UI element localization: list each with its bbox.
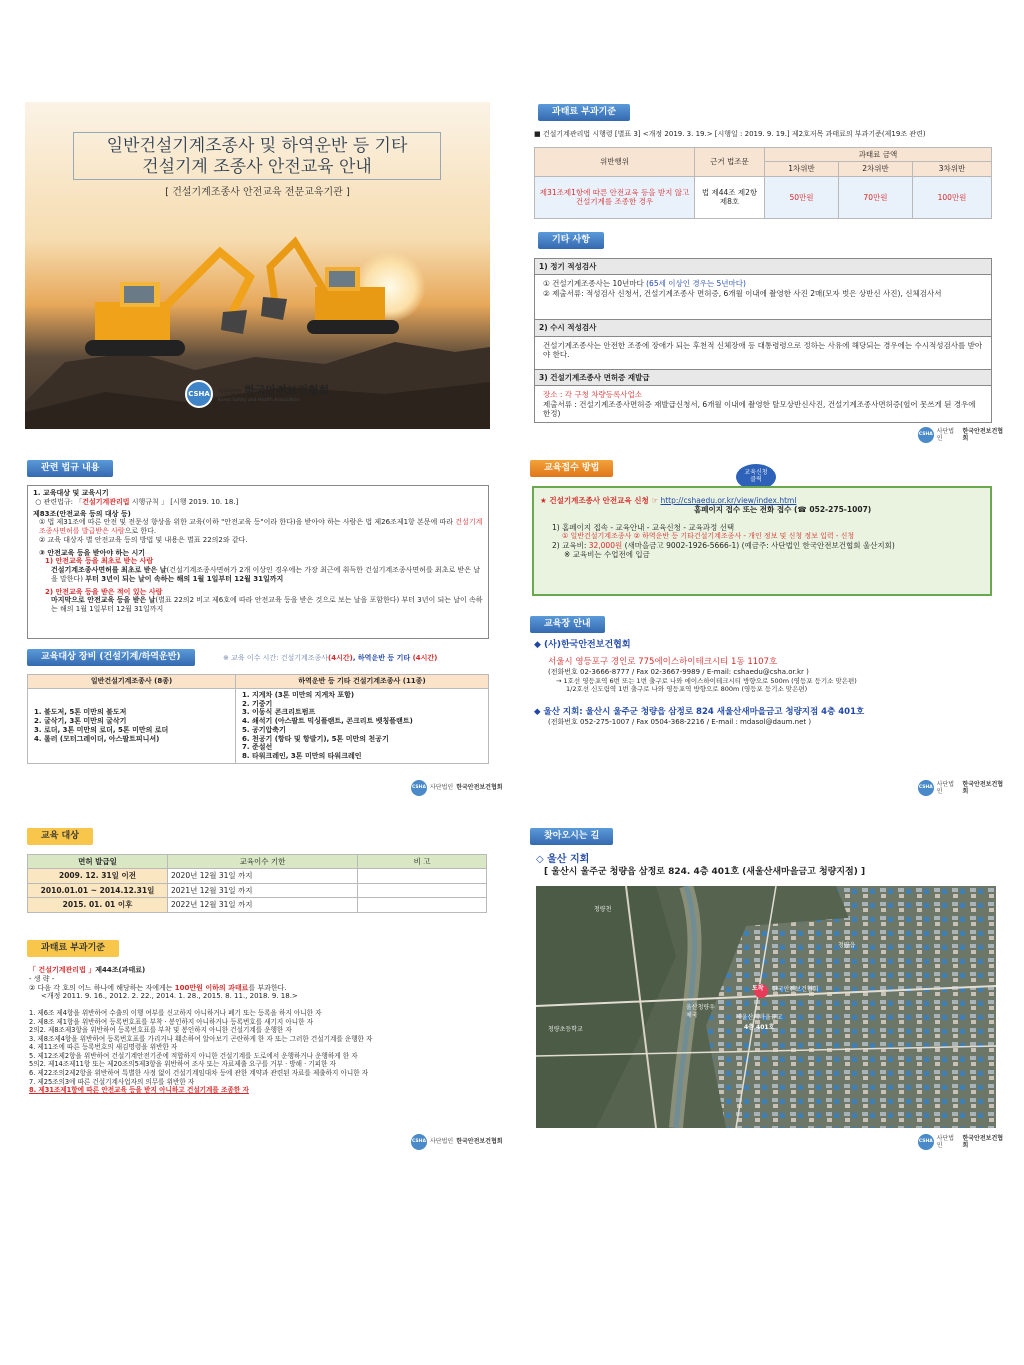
cell-remark <box>358 883 487 897</box>
fine-law-article: 제44조(과태료) <box>95 966 146 974</box>
other-item: 8. 타워크레인, 3톤 미만의 타워크레인 <box>242 752 362 760</box>
cover-title-box <box>73 132 441 180</box>
other-item: 4. 쇄석기 (아스팔트 믹싱플랜트, 콘크리트 뱃칭플랜트) <box>242 717 413 725</box>
apply-line2: 홈페이지 접수 또는 전화 접수 (☎ 052-275-1007) <box>694 505 872 515</box>
slide-law <box>25 458 503 798</box>
cover-org-small: 사단법인 <box>218 389 242 397</box>
venue-seoul-head: ◆ (사)한국안전보건협회 <box>534 640 631 650</box>
th-first: 1차위반 <box>765 162 839 176</box>
cell-deadline: 2021년 12월 31일 까지 <box>168 883 358 897</box>
fine-item: 2. 제8조 제1항을 위반하여 등록번호표를 부착 · 봉인하지 아니하거나 등록번호를 새기지 아니한 자 <box>29 1017 313 1026</box>
map-marker-label: 도착 <box>752 985 764 992</box>
cell-remark <box>358 869 487 883</box>
reissue-docs: 제출서류 : 건설기계조종사면허증 재발급신청서, 6개월 이내에 촬영한 탈모상반신사진, 건설기계조종사면허증(헐어 못쓰게 된 경우에 한정) <box>543 399 976 418</box>
apply-step1: 1) 홈페이지 접속 - 교육안내 - 교육신청 - 교육과정 선택 <box>552 522 735 532</box>
cell-issue-date: 2015. 01. 01 이후 <box>28 898 168 912</box>
map-image[interactable] <box>536 886 996 1128</box>
law-p2: ② 교육 대상자 별 안전교육 등의 방법 및 내용은 별표 22의2와 같다. <box>39 535 248 544</box>
apply-badge-label: 교육신청 클릭 <box>744 469 768 483</box>
apply-link[interactable]: http://cshaedu.or.kr/view/index.html <box>660 496 797 505</box>
fine-item: 7. 제25조의3에 따른 건설기계사업자의 의무를 위반한 자 <box>29 1077 195 1086</box>
section-tag-other: 기타 사항 <box>538 232 604 249</box>
cell-law: 법 제44조 제2항 제8호 <box>695 176 765 218</box>
cover-title-line1: 일반건설기계조종사 및 하역운반 등 기타 <box>106 136 408 156</box>
apply-line1: ★ 건설기계조종사 안전교육 신청 ☞ <box>540 496 659 505</box>
section-tag-target: 교육 대상 <box>27 828 93 845</box>
cover-title-line2: 건설기계 조종사 안전교육 안내 <box>142 157 372 178</box>
cell-deadline: 2022년 12월 31일 까지 <box>168 898 358 912</box>
other-list <box>236 688 489 763</box>
law-p1 <box>33 518 483 536</box>
footer-org-small: 사단법인 <box>936 780 955 795</box>
fine-item: 1. 제6조 제4항을 위반하여 수출의 이행 여부를 신고하지 아니하거나 폐기 또는 등록을 하지 아니한 자 <box>29 1009 322 1017</box>
fine-item: 3. 제8조제4항을 위반하여 등록번호표를 가리거나 훼손하여 알아보기 곤란하게 한 자 또는 그러한 건설기계를 운행한 자 <box>29 1034 373 1043</box>
cell-violation: 제31조제1항에 따른 안전교육 등을 받지 않고 건설기계를 조종한 경우 <box>535 176 695 218</box>
law-p3-2 <box>33 596 483 614</box>
csha-logo-icon: CSHA <box>918 427 934 443</box>
law-h1: 1. 교육대상 및 교육시기 <box>33 489 109 497</box>
csha-logo-icon: CSHA <box>918 780 934 796</box>
venue-seoul-tel: (전화번호 02-3666-8777 / Fax 02-3667-9989 / E-mail: cshaedu@csha.or.kr ) <box>548 667 809 676</box>
th-general: 일반건설기계조종사 (8종) <box>28 675 236 689</box>
th-deadline: 교육이수 기한 <box>168 855 358 869</box>
fine-law-name: 「 건설기계관리법 」 <box>29 966 96 974</box>
fine-law-rev: <개정 2011. 9. 16., 2012. 2. 22., 2014. 1. 28., 2015. 8. 11., 2018. 9. 18.> <box>41 992 298 1001</box>
law-p3-1a: 건설기계조종사면허를 최초로 받은 날 <box>51 566 167 574</box>
other-item: 6. 천공기 (항타 및 항발기), 5톤 미만의 천공기 <box>242 734 389 743</box>
note-a: ※ 교육 이수 시간: 건설기계조종사 <box>223 654 329 662</box>
reissue-place-label: 장소 : <box>543 390 565 400</box>
slide-fine-other <box>530 102 1008 447</box>
general-item: 3. 로더, 3톤 미만의 로더, 5톤 미만의 로더 <box>34 725 169 734</box>
footer-org-small: 사단법인 <box>936 427 955 442</box>
other-head-2: 2) 수시 적성검사 <box>535 319 991 336</box>
cover-org-name: 한국안전보건협회 <box>244 384 330 398</box>
footer-logo <box>918 1134 1008 1150</box>
aptitude-cycle-65: (65세 이상인 경우는 5년마다) <box>646 279 746 289</box>
note-b: (4시간) <box>328 654 353 662</box>
section-tag-equipment: 교육대상 장비 (건설기계/하역운반) <box>27 649 195 666</box>
aptitude-cycle: ① 건설기계조종사는 10년마다 <box>543 279 644 289</box>
general-item: 2. 굴삭기, 3톤 미만의 굴삭기 <box>34 717 127 725</box>
map-label: 한국안전보건협회 <box>772 986 819 993</box>
note-c: , 하역운반 등 기타 <box>352 654 411 662</box>
footer-logo <box>411 780 503 796</box>
aptitude-docs: ② 제출서류: 적성검사 신청서, 건설기계조종사 면허증, 6개월 이내에 촬영한 사진 2매(모자 벗은 상반신 사진), 신체검사서 <box>543 288 942 298</box>
cell-issue-date: 2009. 12. 31일 이전 <box>28 869 168 883</box>
other-item: 5. 공기압축기 <box>242 725 286 734</box>
other-head-1: 1) 정기 적성검사 <box>535 259 991 275</box>
law-p3-1-head: 1) 안전교육 등을 최초로 받는 사람 <box>45 557 154 566</box>
other-body-1 <box>535 275 991 319</box>
fine-law-items <box>29 1009 491 1095</box>
fine-item: 5. 제12조제2항을 위반하여 건설기계안전기준에 적합하지 아니한 건설기계를 도로에서 운행하거나 운행하게 한 자 <box>29 1051 358 1060</box>
law-p3-1b: (건설기계조종사면허가 2개 이상인 경우에는 가장 최근에 취득한 건설기계조종사면허를 최초로 받은 날을 말한다) <box>51 566 480 583</box>
th-third: 3차위반 <box>912 162 991 176</box>
cell-deadline: 2020년 12월 31일 까지 <box>168 869 358 883</box>
venue-ulsan-tel: (전화번호 052-275-1007 / Fax 0504-368-2216 / E-mail : mdasol@daum.net ) <box>548 717 812 726</box>
csha-logo-icon: CSHA <box>411 1134 427 1150</box>
fine-item: 2의2. 제8조제3항을 위반하여 등록번호표를 부착 및 봉인하지 아니한 건설기계를 운행한 자 <box>29 1026 292 1035</box>
apply-fee <box>540 541 984 550</box>
map-label: 청량읍 <box>838 942 856 949</box>
footer-logo <box>918 427 1008 443</box>
cell-remark <box>358 898 487 912</box>
venue-info <box>534 640 994 726</box>
other-item: 7. 준설선 <box>242 743 273 752</box>
footer-org-small: 사단법인 <box>430 1138 454 1146</box>
other-body-2: 건설기계조종사는 안전한 조종에 장애가 되는 후천적 신체장애 등 대통령령으로 정하는 사유에 해당되는 경우에는 수시적성검사를 받아야 한다. <box>543 340 983 360</box>
equipment-table <box>27 674 489 764</box>
note-d: (4시간) <box>410 654 438 662</box>
footer-logo <box>918 780 1008 796</box>
venue-seoul-dir2: 1/2호선 신도림역 1번 출구로 나와 영등포역 방향으로 800m (영등포 등기소 맞은편) <box>566 684 808 693</box>
cell-fine-3: 100만원 <box>912 176 991 218</box>
fine-item: 4. 제11조에 따른 등록번호의 새김명령을 위반한 자 <box>29 1043 178 1052</box>
law-ref-c: 시행규칙 」 [시행 2019. 10. 18.] <box>129 497 239 506</box>
other-item: 3. 이동식 콘크리트펌프 <box>242 708 316 717</box>
section-tag-venue: 교육장 안내 <box>530 616 605 633</box>
slide-cover <box>25 102 490 429</box>
th-violation: 위반행위 <box>535 148 695 177</box>
law-p3-2-head: 2) 안전교육 등을 받은 적이 있는 사람 <box>45 587 163 596</box>
law-p3-2a: 마지막으로 안전교육 등을 받은 날 <box>51 596 156 605</box>
law-article: 제83조(안전교육 등의 대상 등) <box>33 509 131 518</box>
general-list <box>28 688 236 763</box>
slide-apply <box>530 458 1008 798</box>
law-p3-2b: (별표 22의2 비고 제6호에 따라 안전교육 등을 받은 것으로 보는 날을 포함한다) 부터 3년이 되는 날이 속하는 해의 1월 1일부터 12월 31일까지 <box>51 596 483 613</box>
fine-law-p2 <box>29 984 491 993</box>
section-tag-fine-law: 과태료 부과기준 <box>27 940 119 957</box>
csha-logo-icon: CSHA <box>918 1134 934 1150</box>
footer-org-small: 사단법인 <box>430 784 454 792</box>
apply-box <box>532 486 992 596</box>
fine-item: 6. 제22조의2제2항을 위반하여 특별한 사정 없이 건설기계임대차 등에 관한 계약과 관련된 자료를 제출하지 아니한 자 <box>29 1068 369 1077</box>
other-item: 2. 기중기 <box>242 699 273 708</box>
th-amount: 과태료 금액 <box>765 148 992 162</box>
general-item: 4. 롤러 (모터그레이더, 아스팔트피니셔) <box>34 734 160 743</box>
cover-logo <box>185 380 329 408</box>
fine-law-text <box>29 966 491 1095</box>
law-ref-a: ○ 관련법규: 「 <box>35 497 83 506</box>
law-p1b: 건설기계조종사면허를 발급받은 사람 <box>39 518 483 535</box>
th-law: 근거 법조문 <box>695 148 765 177</box>
edu-hours-note <box>223 654 437 663</box>
csha-logo-icon: CSHA <box>185 380 213 408</box>
map-label: 4층 401호 <box>744 1024 775 1031</box>
venue-seoul-dir1: → 1호선 영등포역 6번 또는 1번 출구로 나와 에이스하이테크시티 방향으로 500m (영등포 등기소 맞은편) <box>556 676 857 685</box>
map-label: 울산청량우체국 <box>686 1004 715 1019</box>
venue-seoul-addr: 서울시 영등포구 경인로 775에이스하이테크시티 1동 1107호 <box>548 657 778 668</box>
p2c: 를 부과한다. <box>248 983 287 992</box>
law-reference: ■ 건설기계관리법 시행령 [별표 3] <개정 2019. 3. 19.> [시행일 : 2019. 9. 19.] 제2호저목 과태료의 부과기준(제19조 관련) <box>534 130 926 138</box>
target-table <box>27 854 487 913</box>
section-tag-fine: 과태료 부과기준 <box>538 104 630 121</box>
slide-target <box>25 826 503 1156</box>
law-ref-b: 건설기계관리법 <box>82 497 130 506</box>
map-label: 청량천 <box>594 906 612 913</box>
cell-fine-2: 70만원 <box>838 176 912 218</box>
venue-ulsan-head: ◆ 울산 지회: 울산시 울주군 청량읍 삼정로 824 새울산새마을금고 청량지점 4층 401호 <box>534 706 865 717</box>
footer-org: 한국안전보건협회 <box>962 1134 1004 1149</box>
footer-org: 한국안전보건협회 <box>962 427 1004 442</box>
cover-org-en: Korea Safety and Health Association <box>218 398 300 404</box>
fee-amount: 32,000원 <box>588 540 623 550</box>
map-satellite <box>536 886 996 1128</box>
fine-item-8: 8. 제31조제1항에 따른 안전교육 등을 받지 아니하고 건설기계를 조종한 자 <box>29 1086 249 1095</box>
apply-step1-detail: ① 일반건설기계조종사 ② 하역운반 등 기타건설기계조종사 - 개인 정보 및 신청 정보 입력 - 신청 <box>562 532 855 541</box>
cover-subtitle: [ 건설기계조종사 안전교육 전문교육기관 ] <box>165 187 350 198</box>
law-p3-1c: 부터 3년이 되는 날이 속하는 해의 1월 1일부터 12월 31일까지 <box>85 574 284 583</box>
footer-org-small: 사단법인 <box>936 1134 955 1149</box>
footer-logo <box>411 1134 503 1150</box>
law-p1a: ① 법 제31조에 따른 안전 및 전문성 향상을 위한 교육(이하 "안전교육 등"이라 한다)을 받아야 하는 사람은 법 제26조제1항 본문에 따라 <box>39 518 456 527</box>
footer-org: 한국안전보건협회 <box>456 784 503 792</box>
p2a: ② 다음 각 호의 어느 하나에 해당하는 자에게는 <box>29 983 175 992</box>
footer-org: 한국안전보건협회 <box>962 780 1004 795</box>
th-other: 하역운반 등 기타 건설기계조종사 (11종) <box>236 675 489 689</box>
other-items-box <box>534 258 992 423</box>
other-item: 1. 지게차 (3톤 미만의 지게차 포함) <box>242 690 355 699</box>
slide-directions <box>530 826 1008 1156</box>
apply-note: ※ 교육비는 수업전에 입금 <box>564 550 650 560</box>
fine-law-omit: - 생 략 - <box>29 974 55 983</box>
section-tag-apply: 교육접수 방법 <box>530 460 613 477</box>
fine-table <box>534 147 992 219</box>
th-remark: 비 고 <box>358 855 487 869</box>
law-p1c: 으로 한다. <box>124 527 157 535</box>
footer-org: 한국안전보건협회 <box>456 1138 503 1146</box>
law-box <box>27 485 489 639</box>
p2b: 100만원 이하의 과태료 <box>174 983 249 992</box>
section-tag-directions: 찾아오시는 길 <box>530 828 613 845</box>
reissue-place: 각 구청 차량등록사업소 <box>564 390 643 400</box>
fee-account: (새마을금고 9002-1926-5666-1) (예금주: 사단법인 한국안전보건협회 울산지회) <box>622 540 895 550</box>
map-label: 청량초등학교 <box>548 1026 583 1033</box>
directions-address: [ 울산시 울주군 청량읍 삼정로 824. 4층 401호 (새울산새마을금고 청량지점) ] <box>544 867 866 877</box>
th-second: 2차위반 <box>838 162 912 176</box>
other-head-3: 3) 건설기계조종사 면허증 재발급 <box>535 369 991 386</box>
csha-logo-icon: CSHA <box>411 780 427 796</box>
fine-item: 5의2. 제14조제11항 또는 제20조의5제3항을 위반하여 조사 또는 자료제출 요구를 거부 · 방해 · 기피한 자 <box>29 1060 336 1069</box>
section-tag-law: 관련 법규 내용 <box>27 460 113 477</box>
other-body-3 <box>535 386 991 422</box>
general-item: 1. 불도저, 5톤 미만의 불도저 <box>34 708 127 717</box>
cell-issue-date: 2010.01.01 ~ 2014.12.31일 <box>28 883 168 897</box>
th-issue-date: 면허 발급일 <box>28 855 168 869</box>
law-p3-1 <box>33 566 483 584</box>
law-ref <box>33 498 483 507</box>
map-label: 새울산새마을금고 <box>736 1014 783 1021</box>
fee-label: 2) 교육비: <box>552 540 589 550</box>
law-p3: ③ 안전교육 등을 받아야 하는 시기 <box>39 548 146 557</box>
directions-head: ◇ 울산 지회 <box>536 854 590 865</box>
cell-fine-1: 50만원 <box>765 176 839 218</box>
